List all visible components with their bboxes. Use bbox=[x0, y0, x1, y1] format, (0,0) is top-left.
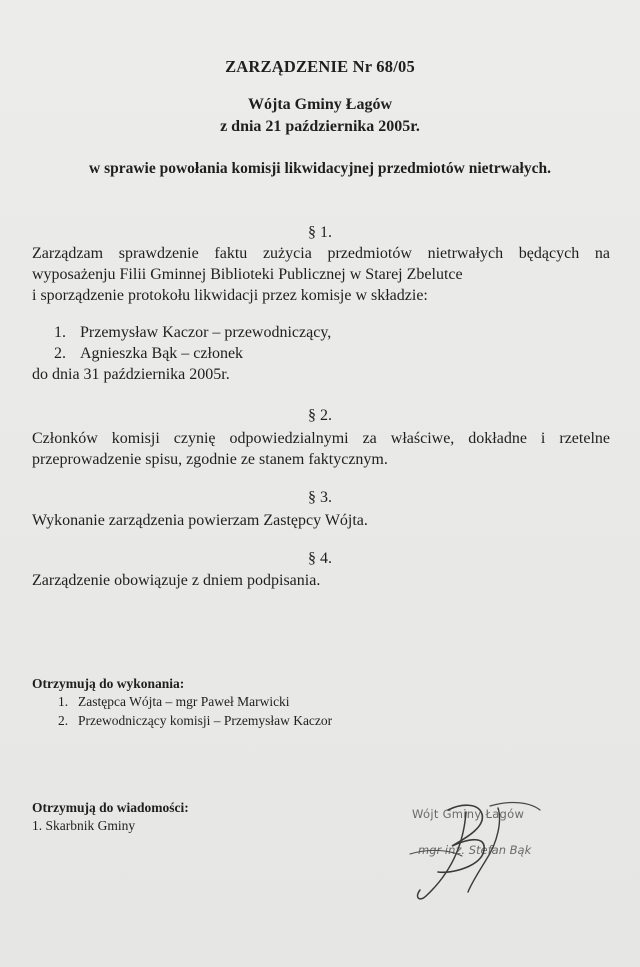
document-subject: w sprawie powołania komisji likwidacyjnej przedmiotów nietrwałych. bbox=[89, 160, 551, 177]
recipients-execution-list bbox=[58, 692, 558, 730]
recipient: Przewodniczący komisji – Przemysław Kaczor bbox=[78, 713, 333, 728]
list-item bbox=[58, 711, 558, 730]
list-item-number: 1. bbox=[54, 324, 66, 341]
list-item bbox=[54, 322, 594, 343]
stamp-line-2: mgr inż. Stefan Bąk bbox=[418, 843, 532, 857]
section-2-line-2: przeprowadzenie spisu, zgodnie ze stanem faktycznym. bbox=[32, 451, 388, 468]
document-title: ZARZĄDZENIE Nr 68/05 bbox=[225, 57, 415, 76]
section-2-mark: § 2. bbox=[308, 407, 332, 424]
document-issuer: Wójta Gminy Łagów bbox=[248, 96, 392, 113]
list-item-number: 2. bbox=[58, 713, 69, 728]
section-1-line-3: i sporządzenie protokołu likwidacji przez komisje w składzie: bbox=[32, 287, 428, 304]
handwritten-signature bbox=[390, 790, 580, 910]
stamp-line-1: Wójt Gminy Łagów bbox=[412, 807, 525, 821]
section-4-mark: § 4. bbox=[308, 550, 332, 567]
recipients-execution-heading: Otrzymują do wykonania: bbox=[32, 676, 185, 691]
recipients-info-heading: Otrzymują do wiadomości: bbox=[32, 800, 189, 815]
list-item bbox=[54, 343, 594, 364]
recipient: 1. Skarbnik Gminy bbox=[32, 818, 136, 833]
committee-member: Agnieszka Bąk – członek bbox=[80, 345, 244, 362]
committee-member: Przemysław Kaczor – przewodniczący, bbox=[80, 324, 332, 341]
section-2-line-1: Członków komisji czynię odpowiedzialnymi za właściwe, dokładne i rzetelne bbox=[32, 430, 610, 447]
document-date: z dnia 21 października 2005r. bbox=[220, 118, 420, 135]
section-3-mark: § 3. bbox=[308, 489, 332, 506]
section-1-mark: § 1. bbox=[308, 224, 332, 241]
list-item bbox=[58, 692, 558, 711]
section-3-text: Wykonanie zarządzenia powierzam Zastępcy Wójta. bbox=[32, 512, 368, 529]
recipient: Zastępca Wójta – mgr Paweł Marwicki bbox=[78, 694, 290, 709]
section-1-deadline: do dnia 31 października 2005r. bbox=[32, 366, 230, 383]
section-1-line-1: Zarządzam sprawdzenie faktu zużycia przedmiotów nietrwałych będących na bbox=[32, 245, 610, 262]
committee-members-list bbox=[54, 322, 594, 364]
section-1-line-2: wyposażenju Filii Gminnej Biblioteki Publicznej w Starej Zbelutce bbox=[32, 266, 463, 283]
list-item-number: 1. bbox=[58, 694, 69, 709]
section-4-text: Zarządzenie obowiązuje z dniem podpisania. bbox=[32, 572, 321, 589]
list-item-number: 2. bbox=[54, 345, 66, 362]
